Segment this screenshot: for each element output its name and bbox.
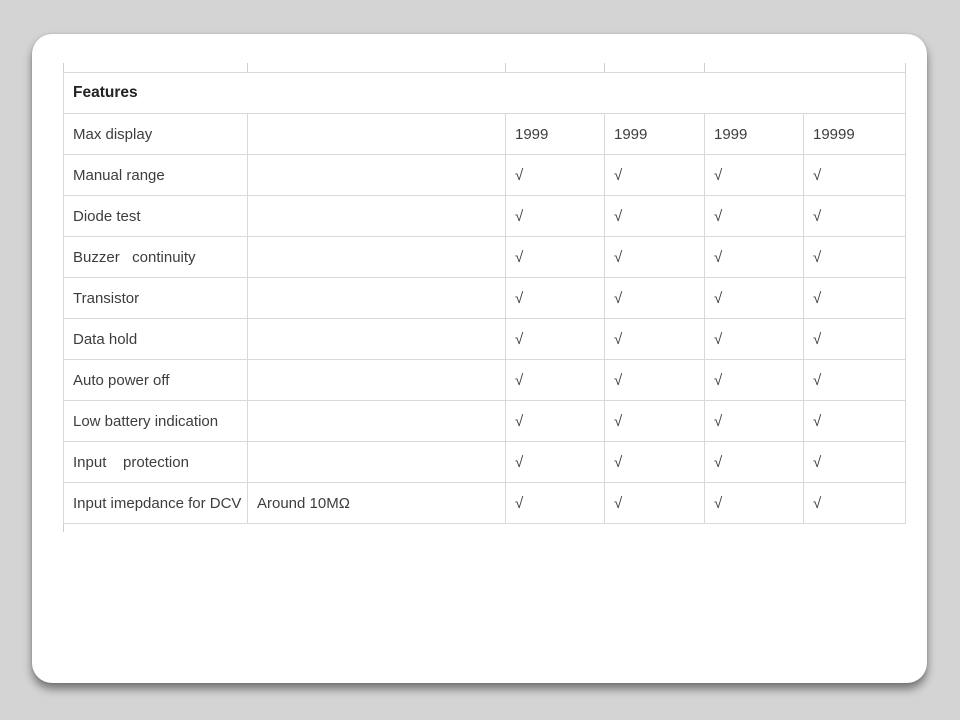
features-table-container [63, 72, 905, 524]
table-continuation-stub [905, 63, 906, 72]
value-cell: √ [506, 155, 605, 196]
table-row [64, 155, 906, 196]
value-cell: 19999 [804, 114, 906, 155]
table-row [64, 360, 906, 401]
value-cell: √ [605, 237, 705, 278]
value-cell: √ [506, 278, 605, 319]
value-cell: √ [506, 319, 605, 360]
value-cell: √ [705, 196, 804, 237]
value-cell: √ [804, 442, 906, 483]
spec-cell [248, 401, 506, 442]
table-continuation-stub [604, 63, 605, 72]
value-cell: √ [804, 237, 906, 278]
feature-label-cell: Manual range [64, 155, 248, 196]
value-cell: √ [605, 360, 705, 401]
table-title: Features [64, 73, 906, 114]
table-continuation-stub [505, 63, 506, 72]
spec-cell [248, 319, 506, 360]
value-cell: √ [605, 155, 705, 196]
value-cell: √ [705, 442, 804, 483]
content-card [32, 34, 927, 683]
spec-cell [248, 278, 506, 319]
value-cell: √ [605, 442, 705, 483]
table-row [64, 278, 906, 319]
value-cell: √ [804, 196, 906, 237]
value-cell: √ [804, 319, 906, 360]
feature-label-cell: Data hold [64, 319, 248, 360]
feature-label-cell: Auto power off [64, 360, 248, 401]
table-row [64, 196, 906, 237]
table-row [64, 319, 906, 360]
table-continuation-stub [63, 523, 64, 532]
value-cell: √ [506, 196, 605, 237]
features-table [63, 72, 906, 524]
value-cell: √ [804, 155, 906, 196]
value-cell: √ [605, 319, 705, 360]
value-cell: √ [605, 196, 705, 237]
feature-label-cell: Diode test [64, 196, 248, 237]
feature-label-cell: Input imepdance for DCV [64, 483, 248, 524]
table-continuation-stub [63, 63, 64, 72]
spec-cell [248, 155, 506, 196]
value-cell: √ [705, 155, 804, 196]
value-cell: √ [705, 237, 804, 278]
value-cell: √ [605, 278, 705, 319]
value-cell: √ [705, 483, 804, 524]
feature-label-cell: Low battery indication [64, 401, 248, 442]
value-cell: 1999 [506, 114, 605, 155]
value-cell: √ [705, 319, 804, 360]
table-row [64, 483, 906, 524]
table-row [64, 442, 906, 483]
table-header-row [64, 73, 906, 114]
spec-cell [248, 442, 506, 483]
spec-cell: Around 10MΩ [248, 483, 506, 524]
value-cell: √ [506, 237, 605, 278]
value-cell: √ [804, 483, 906, 524]
value-cell: √ [605, 401, 705, 442]
value-cell: 1999 [705, 114, 804, 155]
value-cell: √ [506, 442, 605, 483]
spec-cell [248, 237, 506, 278]
spec-cell [248, 114, 506, 155]
value-cell: √ [705, 360, 804, 401]
table-continuation-stub [704, 63, 705, 72]
table-row [64, 237, 906, 278]
value-cell: 1999 [605, 114, 705, 155]
value-cell: √ [804, 401, 906, 442]
table-row [64, 114, 906, 155]
spec-cell [248, 360, 506, 401]
value-cell: √ [506, 360, 605, 401]
feature-label-cell: Buzzer continuity [64, 237, 248, 278]
feature-label-cell: Input protection [64, 442, 248, 483]
feature-label-cell: Transistor [64, 278, 248, 319]
value-cell: √ [804, 360, 906, 401]
value-cell: √ [705, 401, 804, 442]
spec-cell [248, 196, 506, 237]
table-row [64, 401, 906, 442]
table-continuation-stub [247, 63, 248, 72]
value-cell: √ [705, 278, 804, 319]
value-cell: √ [605, 483, 705, 524]
feature-label-cell: Max display [64, 114, 248, 155]
value-cell: √ [506, 401, 605, 442]
value-cell: √ [804, 278, 906, 319]
value-cell: √ [506, 483, 605, 524]
